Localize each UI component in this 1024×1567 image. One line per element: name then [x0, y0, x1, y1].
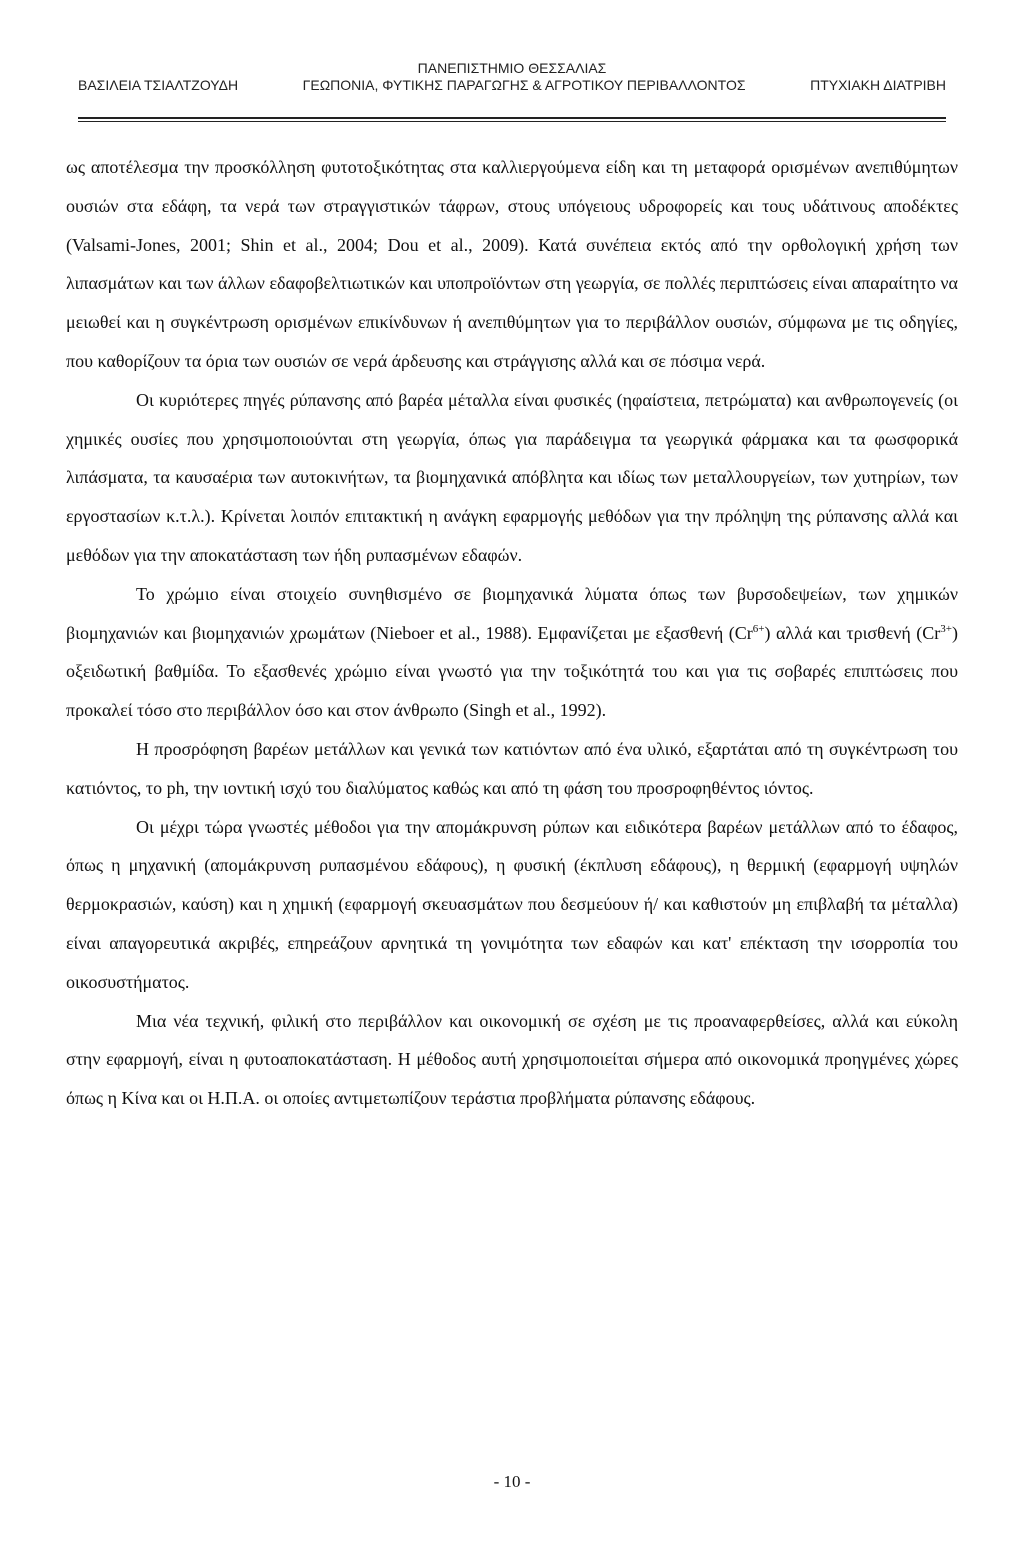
paragraph-3-part-c: ) οξειδωτική βαθμίδα. Το εξασθενές χρώμιο είναι γνωστό για την τοξικότητά του και για τις σοβαρές επιπτώσεις που προκαλεί τόσο στο περιβάλλον όσο και στον άνθρωπο (Singh et al., 1992).	[66, 622, 959, 721]
paragraph-3-part-a: Το χρώμιο είναι στοιχείο συνηθισμένο σε βιομηχανικά λύματα όπως των βυρσοδεψείων, των χημικών βιομηχανιών και βιομηχανιών χρωμάτων (Nieboer et al., 1988). Εμφανίζεται με εξασθενή (Cr	[66, 583, 958, 643]
header-department: ΓΕΩΠΟΝΙΑ, ΦΥΤΙΚΗΣ ΠΑΡΑΓΩΓΗΣ & ΑΓΡΟΤΙΚΟΥ ΠΕΡΙΒΑΛΛΟΝΤΟΣ	[302, 77, 746, 93]
header-row	[78, 77, 946, 94]
paragraph-1: ως αποτέλεσμα την προσκόλληση φυτοτοξικότητας στα καλλιεργούμενα είδη και τη μεταφορά ορισμένων ανεπιθύμητων ουσιών στα εδάφη, τα νερά των στραγγιστικών τάφρων, στους υπόγειους υδροφορείς και τους υδάτινους αποδέκτες (Valsami-Jones, 2001; Shin et al., 2004; Dou et al., 2009). Κατά συνέπεια εκτός από την ορθολογική χρήση των λιπασμάτων και των άλλων εδαφοβελτιωτικών και υποπροϊόντων στη γεωργία, σε πολλές περιπτώσεις είναι απαραίτητο να μειωθεί και η συγκέντρωση ορισμένων επικίνδυνων ή ανεπιθύμητων για το περιβάλλον ουσιών, σύμφωνα με τις οδηγίες, που καθορίζουν τα όρια των ουσιών σε νερά άρδευσης και στράγγισης αλλά και σε πόσιμα νερά.	[66, 157, 958, 371]
paragraph-4: Η προσρόφηση βαρέων μετάλλων και γενικά των κατιόντων από ένα υλικό, εξαρτάται από τη συγκέντρωση του κατιόντος, το ph, την ιοντική ισχύ του διαλύματος καθώς και από τη φάση του προσροφηθέντος ιόντος.	[66, 738, 958, 798]
superscript-cr6: 6+	[752, 622, 765, 635]
paragraph-3-part-b: ) αλλά και τρισθενή (Cr	[764, 622, 941, 643]
paragraph-2: Οι κυριότερες πηγές ρύπανσης από βαρέα μέταλλα είναι φυσικές (ηφαίστεια, πετρώματα) και ανθρωπογενείς (οι χημικές ουσίες που χρησιμοποιούνται στη γεωργία, όπως για παράδειγμα τα γεωργικά φάρμακα και τα φωσφορικά λιπάσματα, τα καυσαέρια των αυτοκινήτων, τα βιομηχανικά απόβλητα και ιδίως των μεταλλουργείων, των χυτηρίων, των εργοστασίων κ.τ.λ.). Κρίνεται λοιπόν επιτακτική η ανάγκη εφαρμογής μεθόδων για την πρόληψη της ρύπανσης αλλά και μεθόδων για την αποκατάσταση των ήδη ρυπασμένων εδαφών.	[66, 389, 958, 565]
page-header	[78, 60, 946, 94]
superscript-cr3: 3+	[940, 622, 953, 635]
document-body	[66, 148, 958, 1118]
paragraph-3	[66, 575, 958, 730]
header-rule-thick	[78, 117, 946, 119]
paragraph-5: Οι μέχρι τώρα γνωστές μέθοδοι για την απομάκρυνση ρύπων και ειδικότερα βαρέων μετάλλων από το έδαφος, όπως η μηχανική (απομάκρυνση ρυπασμένου εδάφους), η φυσική (έκπλυση εδάφους), η θερμική (εφαρμογή υψηλών θερμοκρασιών, καύση) και η χημική (εφαρμογή σκευασμάτων που δεσμεύουν ή/ και καθιστούν μη επιβλαβή τα μέταλλα) είναι απαγορευτικά ακριβές, επηρεάζουν αρνητικά τη γονιμότητα των εδαφών και κατ' επέκταση την ισορροπία του οικοσυστήματος.	[66, 816, 958, 992]
header-author: ΒΑΣΙΛΕΙΑ ΤΣΙΑΛΤΖΟΥΔΗ	[78, 77, 239, 93]
header-rule-thin	[78, 121, 946, 122]
paragraph-6: Μια νέα τεχνική, φιλική στο περιβάλλον και οικονομική σε σχέση με τις προαναφερθείσες, αλλά και εύκολη στην εφαρμογή, είναι η φυτοαποκατάσταση. Η μέθοδος αυτή χρησιμοποιείται σήμερα από οικονομικά προηγμένες χώρες όπως η Κίνα και οι Η.Π.Α. οι οποίες αντιμετωπίζουν τεράστια προβλήματα ρύπανσης εδάφους.	[66, 1010, 958, 1109]
header-doc-type: ΠΤΥΧΙΑΚΗ ΔΙΑΤΡΙΒΗ	[810, 77, 946, 93]
header-university: ΠΑΝΕΠΙΣΤΗΜΙΟ ΘΕΣΣΑΛΙΑΣ	[417, 60, 607, 76]
page-number: - 10 -	[493, 1472, 531, 1491]
